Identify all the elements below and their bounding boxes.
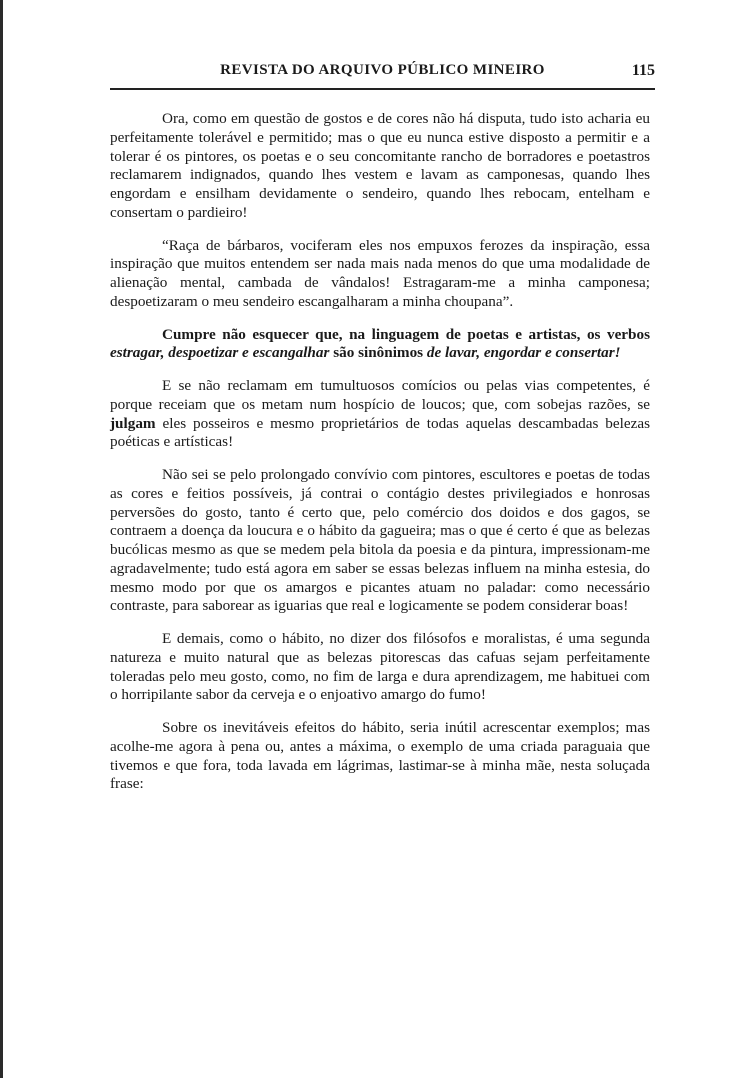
paragraph: Ora, como em questão de gostos e de cores não há disputa, tudo isto acharia eu perfeitamente tolerável e permitido; mas o que eu nunca estive disposto a permitir e a tolerar é os pintores, os poetas e o seu concomitante rancho de borradores e poetastros reclamarem indignados, quando lhes vestem e lavam as camponesas, quando lhes engordam e ensilham devidamente o sendeiro, quando lhes rebocam, entelham e consertam o pardieiro!	[110, 110, 650, 221]
emphasis-text: de lavar, engordar e consertar!	[426, 344, 621, 362]
paragraph: “Raça de bárbaros, vociferam eles nos empuxos ferozes da inspiração, essa inspiração que muitos entendem ser nada mais nada menos do que uma modalidade de alienação mental, cambada de vândalos! Estragaram-me a minha camponesa; despoetizaram o meu sendeiro escangalharam a minha choupana”.	[110, 236, 650, 310]
bold-text: julgam	[110, 414, 156, 432]
paragraph-text: eles posseiros e mesmo proprietários de todas aquelas descambadas belezas poéticas e artísticas!	[110, 414, 650, 451]
paragraph	[110, 377, 650, 452]
running-header	[110, 62, 655, 90]
paragraph: Sobre os inevitáveis efeitos do hábito, seria inútil acrescentar exemplos; mas acolhe-me agora à pena ou, antes a máxima, o exemplo de uma criada paraguaia que tivemos e que fora, toda lavada em lágrimas, lastimar-se à minha mãe, nesta soluçada frase:	[110, 719, 650, 793]
paragraph-text: E se não reclamam em tumultuosos comícios ou pelas vias competentes, é porque receiam que os metam num hospício de loucos; que, com sobejas razões, se	[110, 377, 650, 413]
paragraph	[110, 326, 650, 364]
page-binding-edge	[0, 0, 3, 1078]
paragraph: E demais, como o hábito, no dizer dos filósofos e moralistas, é uma segunda natureza e muito natural que as belezas pitorescas das cafuas sejam perfeitamente toleradas pelo meu gosto, como, no fim de larga e dura aprendizagem, me habituei com o horripilante sabor da cerveja e o enjoativo amargo do fumo!	[110, 630, 650, 704]
page-number: 115	[631, 62, 655, 79]
paragraph-text: Cumpre não esquecer que, na linguagem de poetas e artistas, os verbos	[162, 325, 650, 343]
journal-title: REVISTA DO ARQUIVO PÚBLICO MINEIRO	[220, 62, 545, 78]
emphasis-text: estragar, despoetizar e escangalhar	[110, 344, 330, 362]
paragraph: Não sei se pelo prolongado convívio com pintores, escultores e poetas de todas as cores e feitios possíveis, já contrai o contágio destes privilegiados e honrosas perversões do gosto, tanto é certo que, pelo comércio dos doidos e dos gagos, se contraem a doença da loucura e o hábito da gagueira; mas o que é certo é que as belezas bucólicas mesmo as que se medem pela bitola da poesia e da pintura, impressionam-me agradavelmente; tudo está agora em saber se essas belezas influem na minha estesia, do mesmo modo por que os amargos e picantes atuam no paladar: como necessário contraste, para saborear as iguarias que real e logicamente se podem considerar boas!	[110, 466, 650, 615]
paragraph-text: são sinônimos	[329, 344, 427, 362]
body-text	[110, 110, 650, 794]
